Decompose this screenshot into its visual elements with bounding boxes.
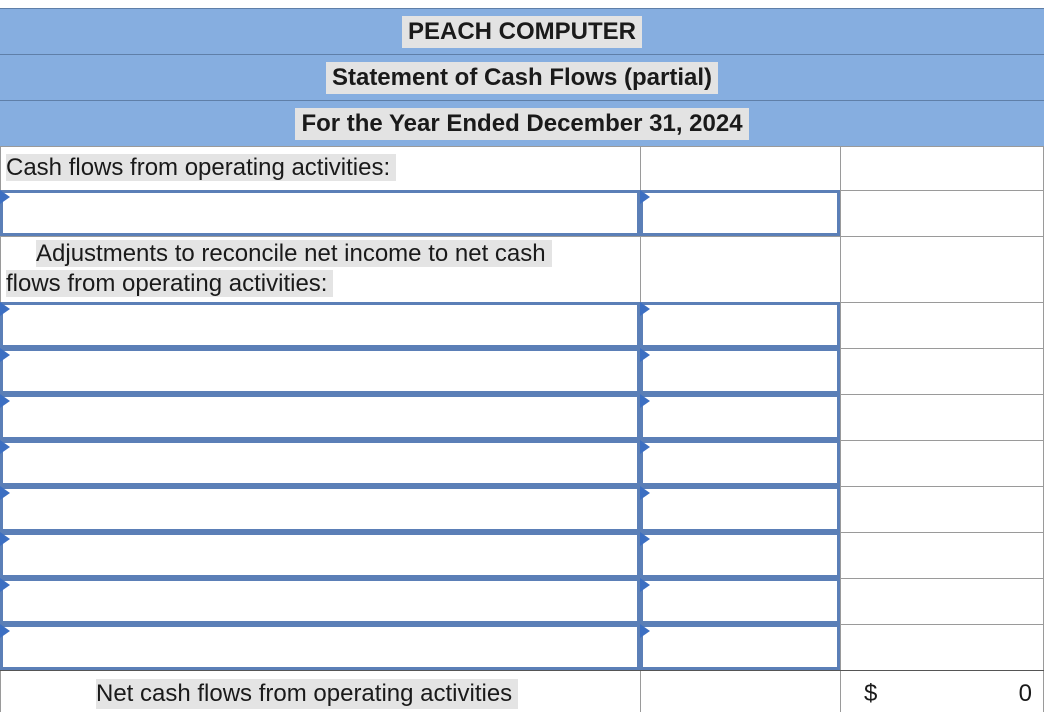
currency-symbol: $ <box>864 680 878 707</box>
adjustment-amount-input[interactable] <box>643 397 837 437</box>
dropdown-marker-icon <box>640 486 650 500</box>
dropdown-marker-icon <box>640 440 650 454</box>
adjustment-amount-input[interactable] <box>643 489 837 529</box>
grid-row-line <box>0 146 1044 147</box>
adjustments-heading-line2: flows from operating activities: <box>6 270 333 297</box>
adjustment-label-input-cell[interactable] <box>0 532 640 578</box>
statement-title: Statement of Cash Flows (partial) <box>326 62 718 94</box>
adjustment-label-input-cell[interactable] <box>0 440 640 486</box>
adjustment-amount-input-cell[interactable] <box>640 532 840 578</box>
dropdown-marker-icon <box>640 348 650 362</box>
adjustment-label-input[interactable] <box>3 351 637 391</box>
adjustment-label-input[interactable] <box>3 535 637 575</box>
adjustment-label-input-cell[interactable] <box>0 624 640 670</box>
item-amount-input-cell[interactable] <box>640 190 840 236</box>
grid-col-divider-2 <box>840 146 841 712</box>
adjustment-label-input[interactable] <box>3 443 637 483</box>
adjustment-label-input-cell[interactable] <box>0 394 640 440</box>
dropdown-marker-icon <box>0 440 10 454</box>
header-title-band <box>0 54 1044 100</box>
adjustment-label-input-cell[interactable] <box>0 302 640 348</box>
item-label-input[interactable] <box>3 193 637 233</box>
adjustments-heading <box>6 239 552 299</box>
dropdown-marker-icon <box>0 394 10 408</box>
adjustment-label-input-cell[interactable] <box>0 348 640 394</box>
adjustment-amount-input-cell[interactable] <box>640 578 840 624</box>
dropdown-marker-icon <box>0 348 10 362</box>
header-period-band <box>0 100 1044 146</box>
adjustment-amount-input-cell[interactable] <box>640 486 840 532</box>
grid-row-line <box>0 236 1044 237</box>
dropdown-marker-icon <box>0 532 10 546</box>
adjustment-amount-input-cell[interactable] <box>640 624 840 670</box>
dropdown-marker-icon <box>0 578 10 592</box>
dropdown-marker-icon <box>0 190 10 204</box>
grid-row-line <box>840 532 1044 533</box>
adjustment-label-input[interactable] <box>3 305 637 345</box>
grid-row-line <box>0 670 1044 671</box>
grid-row-line <box>840 348 1044 349</box>
statement-period: For the Year Ended December 31, 2024 <box>295 108 748 140</box>
net-cash-flows-label: Net cash flows from operating activities <box>96 679 518 709</box>
dropdown-marker-icon <box>640 394 650 408</box>
item-label-input-cell[interactable] <box>0 190 640 236</box>
grid-row-line <box>840 578 1044 579</box>
adjustment-amount-input-cell[interactable] <box>640 440 840 486</box>
adjustment-amount-input-cell[interactable] <box>640 394 840 440</box>
net-cash-flows-total: 0 <box>1018 680 1032 707</box>
adjustment-amount-input-cell[interactable] <box>640 348 840 394</box>
adjustment-amount-input-cell[interactable] <box>640 302 840 348</box>
adjustment-label-input[interactable] <box>3 581 637 621</box>
adjustment-label-input[interactable] <box>3 627 637 667</box>
dropdown-marker-icon <box>0 486 10 500</box>
dropdown-marker-icon <box>640 302 650 316</box>
grid-row-line <box>840 486 1044 487</box>
adjustment-label-input-cell[interactable] <box>0 486 640 532</box>
dropdown-marker-icon <box>640 624 650 638</box>
adjustment-amount-input[interactable] <box>643 351 837 391</box>
adjustment-amount-input[interactable] <box>643 535 837 575</box>
adjustment-amount-input[interactable] <box>643 627 837 667</box>
adjustment-label-input-cell[interactable] <box>0 578 640 624</box>
adjustments-heading-line1: Adjustments to reconcile net income to net cash <box>36 240 552 267</box>
header-company-band <box>0 8 1044 54</box>
dropdown-marker-icon <box>640 190 650 204</box>
grid-row-line <box>840 394 1044 395</box>
dropdown-marker-icon <box>0 302 10 316</box>
dropdown-marker-icon <box>640 532 650 546</box>
dropdown-marker-icon <box>640 578 650 592</box>
adjustment-amount-input[interactable] <box>643 305 837 345</box>
grid-row-line <box>840 440 1044 441</box>
adjustment-label-input[interactable] <box>3 489 637 529</box>
item-amount-input[interactable] <box>643 193 837 233</box>
company-name: PEACH COMPUTER <box>402 16 642 48</box>
operating-activities-heading: Cash flows from operating activities: <box>6 153 396 183</box>
grid-row-line <box>840 624 1044 625</box>
adjustment-label-input[interactable] <box>3 397 637 437</box>
adjustment-amount-input[interactable] <box>643 443 837 483</box>
adjustment-amount-input[interactable] <box>643 581 837 621</box>
dropdown-marker-icon <box>0 624 10 638</box>
